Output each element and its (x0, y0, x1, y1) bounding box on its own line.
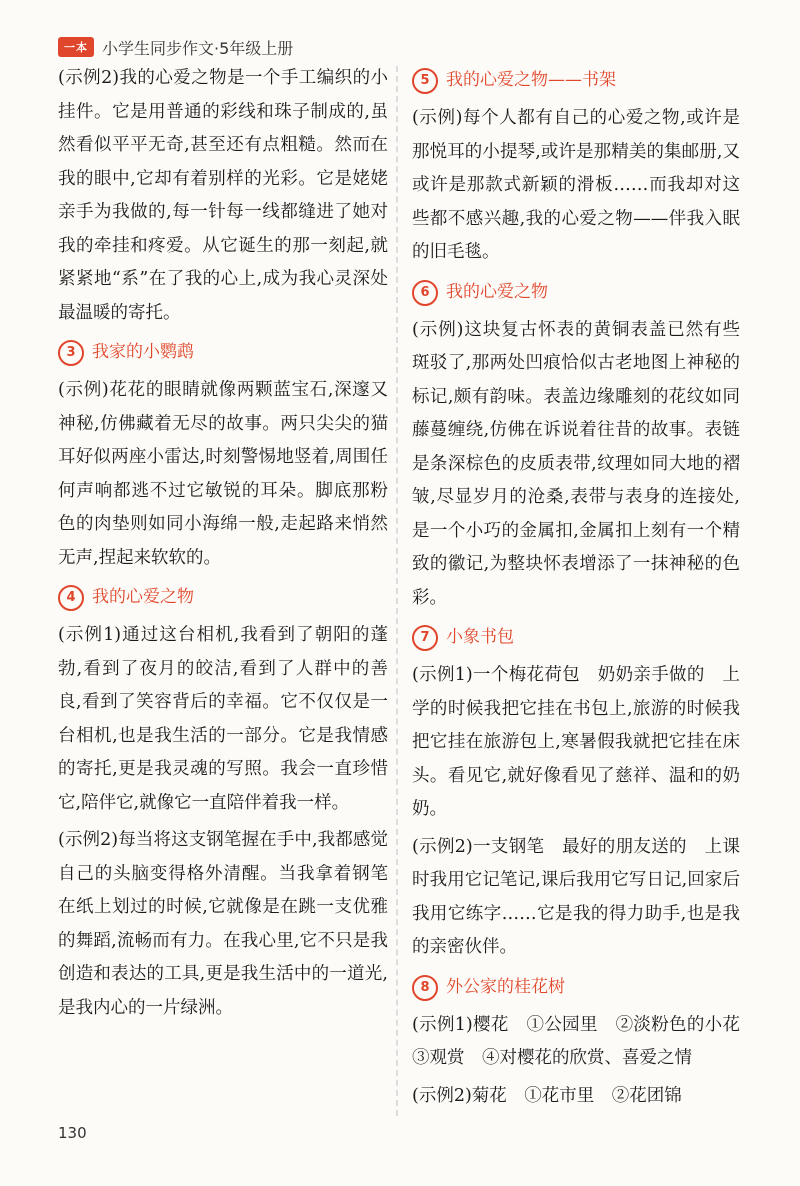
section-number-icon: 6 (412, 280, 438, 306)
paragraph: (示例2)菊花 ①花市里 ②花团锦 (412, 1085, 682, 1106)
brand-logo: 一本 (58, 37, 94, 57)
paragraph: (示例)每个人都有自己的心爱之物,或许是那悦耳的小提琴,或许是那精美的集邮册,又或许是那款式新颖的滑板……而我却对这些都不感兴趣,我的心爱之物——伴我入眠的旧毛毯。 (412, 108, 740, 262)
left-column (58, 62, 388, 1029)
paragraph: (示例)花花的眼睛就像两颗蓝宝石,深邃又神秘,仿佛藏着无尽的故事。两只尖尖的猫耳好似两座小雷达,时刻警惕地竖着,周围任何声响都逃不过它敏锐的耳朵。脚底那粉色的肉垫则如同小海绵一般,走起路来悄然无声,捏起来软软的。 (58, 380, 388, 568)
paragraph: (示例2)每当将这支钢笔握在手中,我都感觉自己的头脑变得格外清醒。当我拿着钢笔在纸上划过的时候,它就像是在跳一支优雅的舞蹈,流畅而有力。在我心里,它不只是我创造和表达的工具,更是我生活中的一道光,是我内心的一片绿洲。 (58, 830, 388, 1018)
section-heading-4 (58, 583, 388, 613)
page-number: 130 (58, 1124, 87, 1142)
section-number-icon: 8 (412, 975, 438, 1001)
section-number-icon: 3 (58, 340, 84, 366)
page-header (58, 34, 293, 60)
column-divider (396, 66, 398, 1116)
section-heading-6 (412, 278, 740, 308)
section-heading-3 (58, 338, 388, 368)
section-number-icon: 7 (412, 625, 438, 651)
paragraph: (示例)这块复古怀表的黄铜表盖已然有些斑驳了,那两处凹痕恰似古老地图上神秘的标记,颇有韵味。表盖边缘雕刻的花纹如同藤蔓缠绕,仿佛在诉说着往昔的故事。表链是条深棕色的皮质表带,纹理如同大地的褶皱,尽显岁月的沧桑,表带与表身的连接处,是一个小巧的金属扣,金属扣上刻有一个精致的徽记,为整块怀表增添了一抹神秘的色彩。 (412, 319, 740, 608)
section-title: 我的心爱之物——书架 (446, 70, 616, 91)
section-title: 小象书包 (446, 627, 514, 648)
paragraph: (示例1)通过这台相机,我看到了朝阳的蓬勃,看到了夜月的皎洁,看到了人群中的善良,看到了笑容背后的幸福。它不仅仅是一台相机,也是我生活的一部分。它是我情感的寄托,更是我灵魂的写照。我会一直珍惜它,陪伴它,就像它一直陪伴着我一样。 (58, 625, 388, 813)
paragraph: (示例1)樱花 ①公园里 ②淡粉色的小花 ③观赏 ④对樱花的欣赏、喜爱之情 (412, 1014, 758, 1068)
section-title: 我的心爱之物 (446, 281, 548, 302)
section-heading-8 (412, 973, 740, 1003)
paragraph: (示例2)一支钢笔 最好的朋友送的 上课时我用它记笔记,课后我用它写日记,回家后我用它练字……它是我的得力助手,也是我的亲密伙伴。 (412, 836, 740, 957)
section-title: 我的心爱之物 (92, 587, 194, 608)
section-number-icon: 5 (412, 68, 438, 94)
right-column (412, 62, 758, 1117)
book-title: 小学生同步作文·5年级上册 (102, 38, 294, 58)
paragraph: (示例1)一个梅花荷包 奶奶亲手做的 上学的时候我把它挂在书包上,旅游的时候我把它挂在旅游包上,寒暑假我就把它挂在床头。看见它,就好像看见了慈祥、温和的奶奶。 (412, 665, 740, 819)
section-number-icon: 4 (58, 585, 84, 611)
section-title: 外公家的桂花树 (446, 976, 565, 997)
paragraph: (示例2)我的心爱之物是一个手工编织的小挂件。它是用普通的彩线和珠子制成的,虽然看似平平无奇,甚至还有点粗糙。然而在我的眼中,它却有着别样的光彩。它是姥姥亲手为我做的,每一针每一线都缝进了她对我的牵挂和疼爱。从它诞生的那一刻起,就紧紧地“系”在了我的心上,成为我心灵深处最温暖的寄托。 (58, 68, 388, 323)
section-title: 我家的小鹦鹉 (92, 342, 194, 363)
section-heading-5 (412, 66, 740, 96)
section-heading-7 (412, 623, 740, 653)
